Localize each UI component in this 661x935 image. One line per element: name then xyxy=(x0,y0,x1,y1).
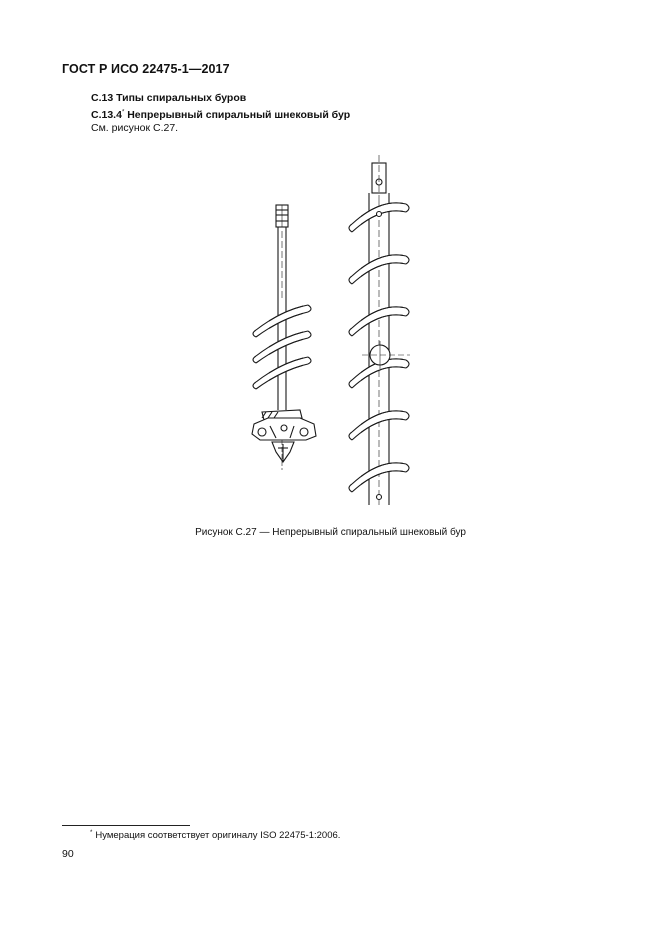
section-title: С.13 Типы спиральных буров xyxy=(91,92,247,104)
continuous-flight-auger-drawing xyxy=(349,155,410,505)
page-number: 90 xyxy=(62,848,74,860)
footnote xyxy=(90,830,340,841)
footnote-mark: * xyxy=(90,830,93,836)
subsection-text: Непрерывный спиральный шнековый бур xyxy=(124,109,351,121)
subsection-title xyxy=(91,109,350,121)
auger-with-cutting-head-drawing xyxy=(252,205,316,470)
footnote-text: Нумерация соответствует оригиналу ISO 22475-1:2006. xyxy=(95,830,341,842)
document-header: ГОСТ Р ИСО 22475-1—2017 xyxy=(62,62,230,76)
figure-reference: См. рисунок С.27. xyxy=(91,122,179,134)
figure-caption: Рисунок С.27 — Непрерывный спиральный шнековый бур xyxy=(195,527,466,538)
subsection-number: С.13.4 xyxy=(91,109,122,121)
footnote-rule xyxy=(62,825,190,826)
footnote-mark: * xyxy=(121,109,125,116)
